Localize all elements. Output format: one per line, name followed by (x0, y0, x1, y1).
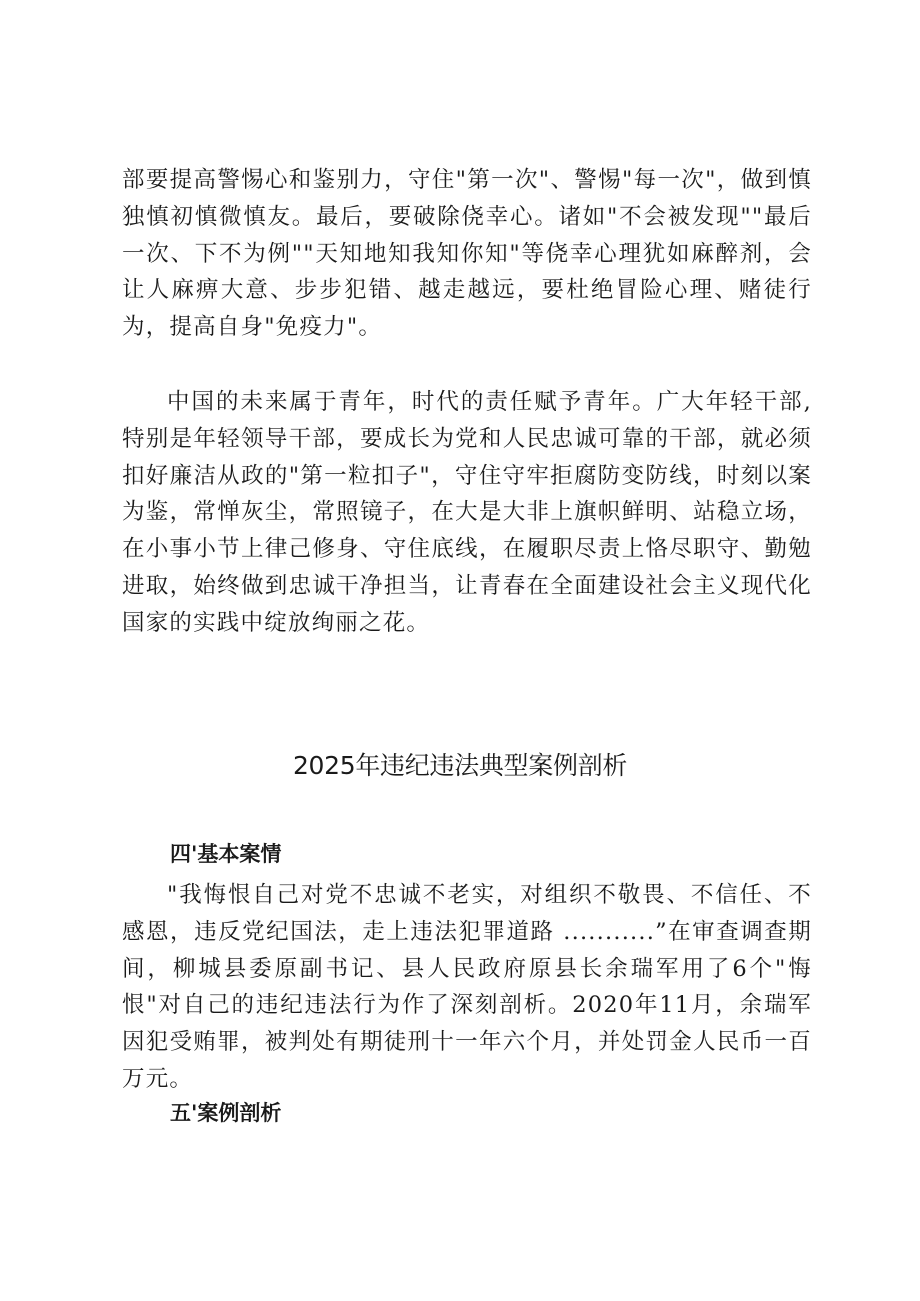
section-title: 2025年违纪违法典型案例剖析 (292, 751, 628, 780)
heading-case-analysis: 五'案例剖析 (170, 1101, 282, 1125)
paragraph-vigilance: 部要提高警惕心和鉴别力，守住"第一次"、警惕"每一次"，做到慎独慎初慎微慎友。最后，要破除侥幸心。诸如"不会被发现""最后一次、下不为例""天知地知我知你知"等侥幸心理犹如麻醉剂，会让人麻痹大意、步步犯错、越走越远，要杜绝冒险心理、赌徒行为，提高自身"免疫力"。 (122, 167, 812, 341)
paragraph-case-facts: "我悔恨自己对党不忠诚不老实，对组织不敬畏、不信任、不感恩，违反党纪国法，走上违法犯罪道路 ...........”在审查调查期间，柳城县委原副书记、县人民政府原县长余瑞军用了6个"悔恨"对自己的违纪违法行为作了深刻剖析。2020年11月，余瑞军因犯受贿罪，被判处有期徒刑十一年六个月，并处罚金人民币一百万元。 (122, 882, 812, 1092)
heading-basic-case: 四'基本案情 (170, 842, 282, 866)
paragraph-youth: 中国的未来属于青年，时代的责任赋予青年。广大年轻干部,特别是年轻领导干部，要成长为党和人民忠诚可靠的干部，就必须扣好廉洁从政的"第一粒扣子"，守住守牢拒腐防变防线，时刻以案为鉴，常惮灰尘，常照镜子，在大是大非上旗帜鲜明、站稳立场，在小事小节上律己修身、守住底线，在履职尽责上恪尽职守、勤勉进取，始终做到忠诚干净担当，让青春在全面建设社会主义现代化国家的实践中绽放绚丽之花。 (122, 389, 812, 636)
